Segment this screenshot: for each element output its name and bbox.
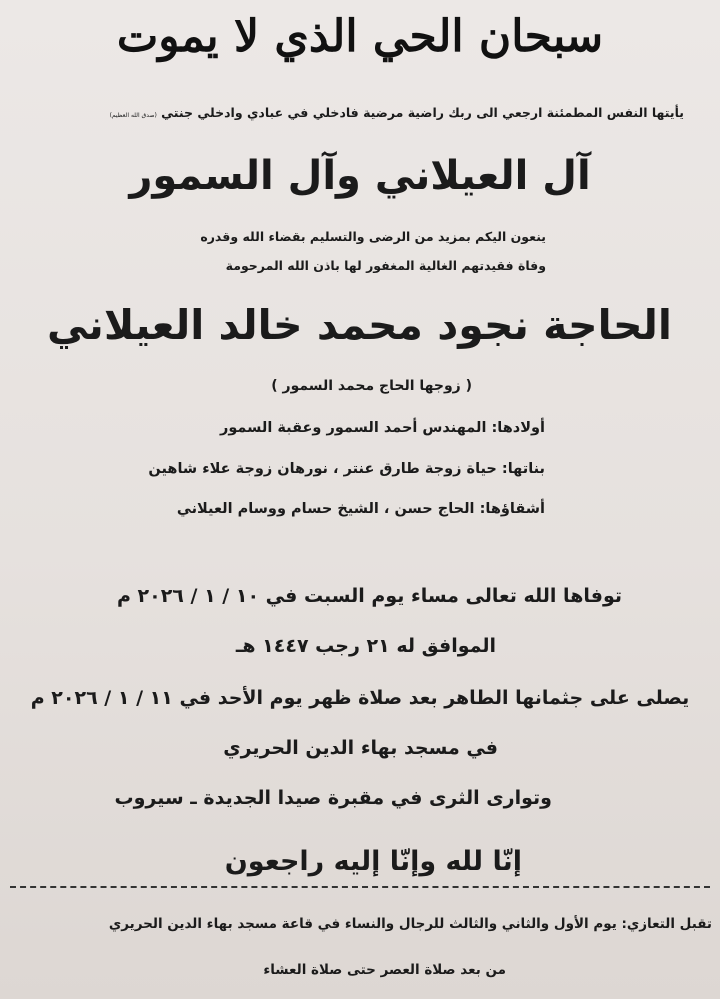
hijri-date: الموافق له ٢١ رجب ١٤٤٧ هـ <box>235 635 496 657</box>
burial-line: وتوارى الثرى في مقبرة صيدا الجديدة ـ سيروب <box>114 787 552 809</box>
intro-line-1: ينعون اليكم بمزيد من الرضى والتسليم بقضاء الله وقدره <box>200 229 546 244</box>
inna-lillah: إنّا لله وإنّا إليه راجعون <box>224 846 522 877</box>
deceased-name: الحاجة نجود محمد خالد العيلاني <box>46 301 672 349</box>
death-date: توفاها الله تعالى مساء يوم السبت في ١٠ / ١ / ٢٠٢٦ م <box>116 585 622 607</box>
verse-text: يأيتها النفس المطمئنة ارجعي الى ربك راضية مرضية فادخلي في عبادي وادخلي جنتي <box>161 105 684 120</box>
verse-source: (صدق الله العظيم) <box>109 112 157 119</box>
condolence-line-1: تقبل التعازي: يوم الأول والثاني والثالث للرجال والنساء في قاعة مسجد بهاء الدين الحريري <box>108 916 712 932</box>
mosque-line: في مسجد بهاء الدين الحريري <box>223 737 498 759</box>
dashed-divider <box>10 886 710 888</box>
quran-verse <box>0 104 720 125</box>
siblings-line: أشقاؤها: الحاج حسن ، الشيخ حسام ووسام العيلاني <box>176 501 545 517</box>
daughters-line: بناتها: حياة زوجة طارق عنتر ، نورهان زوجة علاء شاهين <box>148 461 545 477</box>
header-calligraphy: سبحان الحي الذي لا يموت <box>116 11 604 62</box>
husband-line: ( زوجها الحاج محمد السمور ) <box>271 378 472 394</box>
families-title: آل العيلاني وآل السمور <box>129 153 591 199</box>
funeral-prayer: يصلى على جثمانها الطاهر بعد صلاة ظهر يوم الأحد في ١١ / ١ / ٢٠٢٦ م <box>30 687 690 709</box>
sons-line: أولادها: المهندس أحمد السمور وعقبة السمور <box>219 420 545 436</box>
condolence-line-2: من بعد صلاة العصر حتى صلاة العشاء <box>263 962 506 978</box>
intro-line-2: وفاة فقيدتهم الغالية المغفور لها باذن الله المرحومة <box>225 258 546 273</box>
